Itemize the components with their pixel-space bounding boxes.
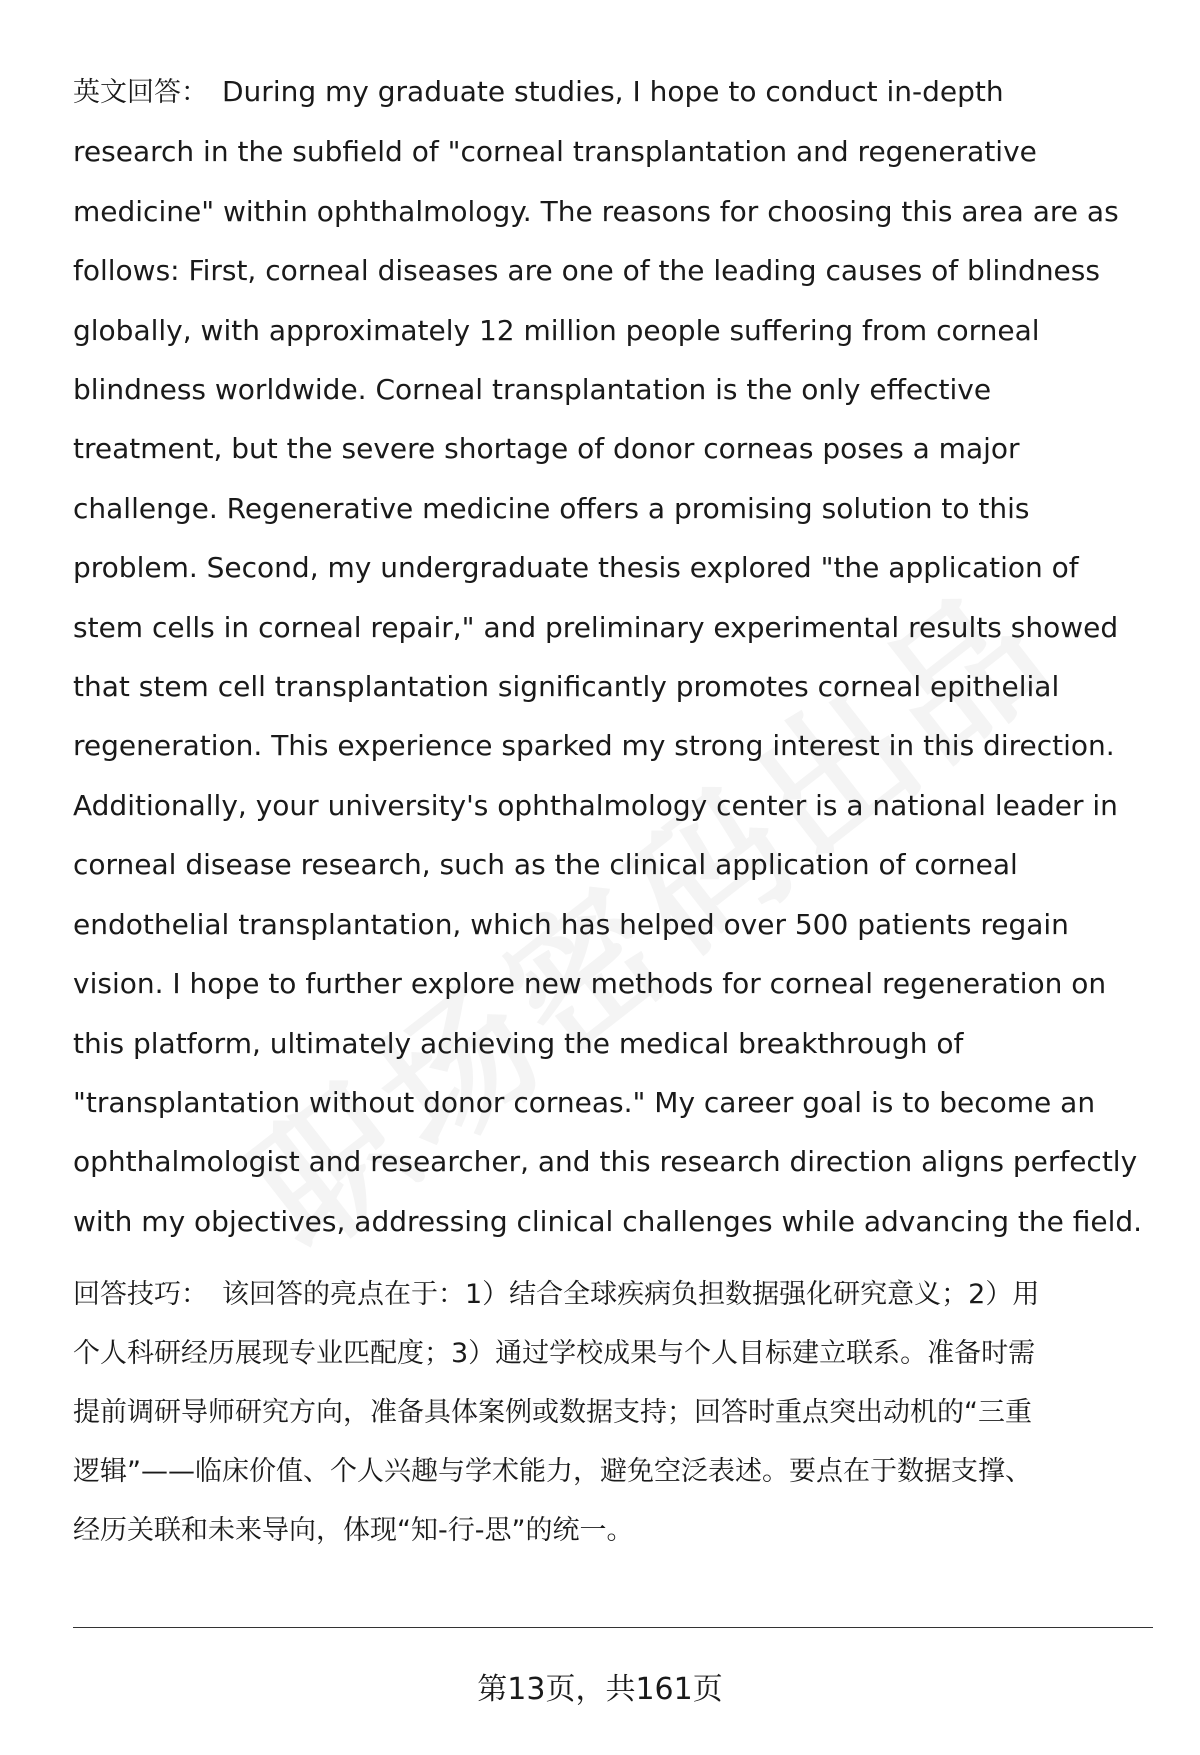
english-answer-line-4: globally, with approximately 12 million people suffering from corneal bbox=[73, 313, 1040, 347]
footer-divider bbox=[73, 1627, 1153, 1628]
english-answer-line-2: medicine" within ophthalmology. The reasons for choosing this area are as bbox=[73, 194, 1119, 228]
english-answer-line-3: follows: First, corneal diseases are one of the leading causes of blindness bbox=[73, 254, 1100, 288]
english-answer-line-13: corneal disease research, such as the clinical application of corneal bbox=[73, 848, 1018, 882]
english-answer-line-15: vision. I hope to further explore new methods for corneal regeneration on bbox=[73, 967, 1107, 1001]
english-answer-line-19: with my objectives, addressing clinical challenges while advancing the field. bbox=[73, 1204, 1143, 1238]
english-answer-line-14: endothelial transplantation, which has helped over 500 patients regain bbox=[73, 907, 1069, 941]
document-body bbox=[73, 62, 1153, 1560]
page-number: 第13页，共161页 bbox=[477, 1672, 723, 1707]
answer-tips-line-1: 个人科研经历展现专业匹配度；3）通过学校成果与个人目标建立联系。准备时需 bbox=[73, 1338, 1036, 1370]
english-answer-line-18: ophthalmologist and researcher, and this research direction aligns perfectly bbox=[73, 1145, 1138, 1179]
answer-tips-line-2: 提前调研导师研究方向，准备具体案例或数据支持；回答时重点突出动机的“三重 bbox=[73, 1397, 1032, 1429]
english-answer-paragraph bbox=[73, 62, 1153, 1251]
english-answer-line-5: blindness worldwide. Corneal transplantation is the only effective bbox=[73, 373, 992, 407]
english-answer-line-12: Additionally, your university's ophthalmology center is a national leader in bbox=[73, 788, 1118, 822]
english-answer-line-16: this platform, ultimately achieving the medical breakthrough of bbox=[73, 1026, 964, 1060]
answer-tips-paragraph bbox=[73, 1265, 1153, 1560]
answer-tips-line-4: 经历关联和未来导向，体现“知-行-思”的统一。 bbox=[73, 1515, 634, 1547]
answer-tips-line-3: 逻辑”——临床价值、个人兴趣与学术能力，避免空泛表述。要点在于数据支撑、 bbox=[73, 1456, 1032, 1488]
english-answer-line-0: 英文回答： During my graduate studies, I hope to conduct in-depth bbox=[73, 75, 1004, 108]
answer-tips-line-0: 回答技巧： 该回答的亮点在于：1）结合全球疾病负担数据强化研究意义；2）用 bbox=[73, 1279, 1040, 1311]
english-answer-label: 英文回答： bbox=[73, 77, 208, 108]
english-answer-line-9: stem cells in corneal repair," and preliminary experimental results showed bbox=[73, 610, 1119, 644]
answer-tips-label: 回答技巧： bbox=[73, 1279, 208, 1311]
english-answer-line-10: that stem cell transplantation significantly promotes corneal epithelial bbox=[73, 670, 1060, 704]
english-answer-line-8: problem. Second, my undergraduate thesis explored "the application of bbox=[73, 551, 1079, 585]
english-answer-line-7: challenge. Regenerative medicine offers a promising solution to this bbox=[73, 491, 1030, 525]
english-answer-line-17: "transplantation without donor corneas." My career goal is to become an bbox=[73, 1085, 1096, 1119]
english-answer-line-1: research in the subfield of "corneal transplantation and regenerative bbox=[73, 135, 1037, 169]
english-answer-line-11: regeneration. This experience sparked my strong interest in this direction. bbox=[73, 729, 1115, 763]
english-answer-line-6: treatment, but the severe shortage of donor corneas poses a major bbox=[73, 432, 1020, 466]
